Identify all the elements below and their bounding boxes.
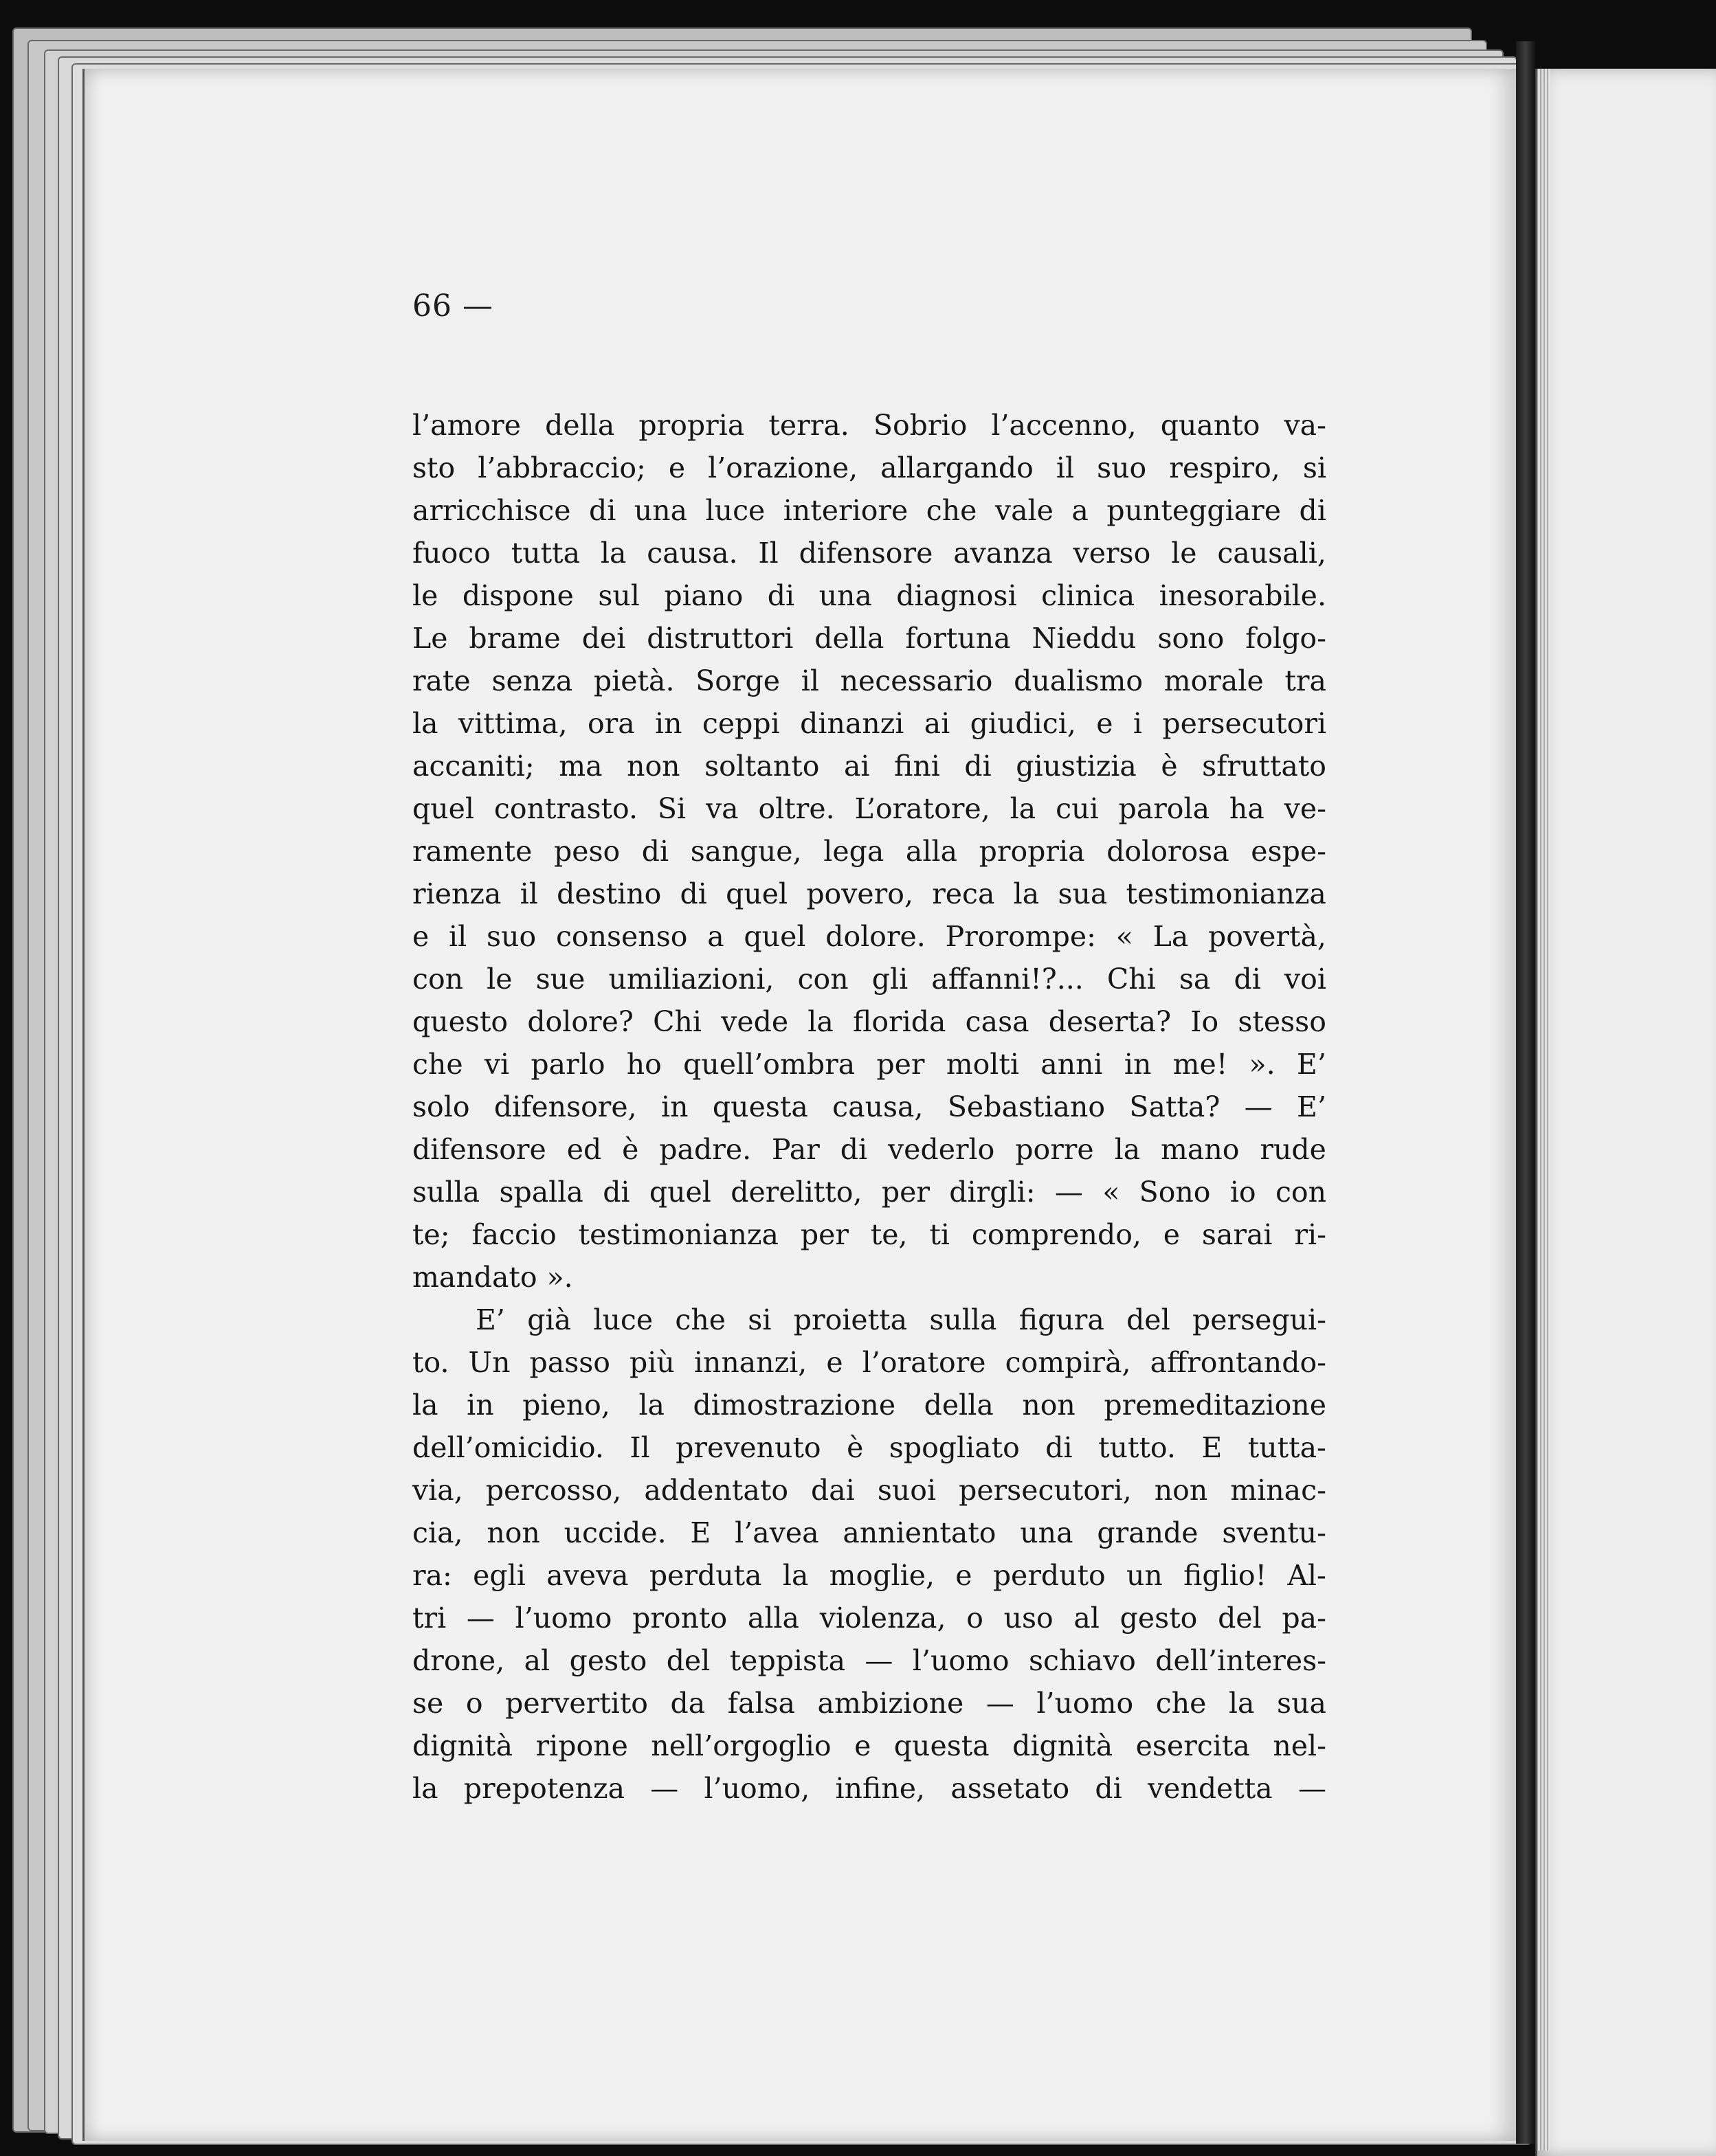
facing-page	[1535, 69, 1716, 2156]
text-line: sto l’abbraccio; e l’orazione, allargando il suo respiro, si	[412, 451, 1326, 484]
text-line: che vi parlo ho quell’ombra per molti anni in me! ». E’	[412, 1048, 1326, 1081]
text-line: to. Un passo più innanzi, e l’oratore compirà, affrontando-	[412, 1346, 1326, 1379]
text-line: ramente peso di sangue, lega alla propria dolorosa espe-	[412, 835, 1326, 868]
text-line: ra: egli aveva perduta la moglie, e perduto un figlio! Al-	[412, 1559, 1326, 1592]
text-line: con le sue umiliazioni, con gli affanni!?... Chi sa di voi	[412, 963, 1326, 996]
text-line: dignità ripone nell’orgoglio e questa dignità esercita nel-	[412, 1729, 1326, 1762]
text-line: quel contrasto. Si va oltre. L’oratore, la cui parola ha ve-	[412, 792, 1326, 825]
text-line: rienza il destino di quel povero, reca la sua testimonianza	[412, 877, 1326, 910]
text-line: la vittima, ora in ceppi dinanzi ai giudici, e i persecutori	[412, 707, 1326, 740]
text-line: E’ già luce che si proietta sulla figura del persegui-	[476, 1303, 1326, 1336]
text-line: difensore ed è padre. Par di vederlo porre la mano rude	[412, 1133, 1326, 1166]
text-line: cia, non uccide. E l’avea annientato una grande sventu-	[412, 1516, 1326, 1549]
text-line: Le brame dei distruttori della fortuna Nieddu sono folgo-	[412, 622, 1326, 655]
text-line: fuoco tutta la causa. Il difensore avanza verso le causali,	[412, 537, 1326, 570]
text-line: rate senza pietà. Sorge il necessario dualismo morale tra	[412, 664, 1326, 697]
paragraph	[412, 1299, 1326, 1810]
text-line: l’amore della propria terra. Sobrio l’accenno, quanto va-	[412, 409, 1326, 442]
text-line: la prepotenza — l’uomo, infine, assetato di vendetta —	[412, 1772, 1326, 1805]
text-line: le dispone sul piano di una diagnosi clinica inesorabile.	[412, 579, 1326, 612]
text-line: te; faccio testimonianza per te, ti comprendo, e sarai ri-	[412, 1218, 1326, 1251]
text-line: dell’omicidio. Il prevenuto è spogliato di tutto. E tutta-	[412, 1431, 1326, 1464]
paragraph	[412, 404, 1326, 1299]
text-line: mandato ».	[412, 1261, 573, 1294]
body-text	[412, 404, 1326, 1810]
text-line: se o pervertito da falsa ambizione — l’uomo che la sua	[412, 1687, 1326, 1720]
page-number: 66	[412, 289, 452, 324]
header-dash: —	[463, 289, 493, 324]
text-line: via, percosso, addentato dai suoi persecutori, non minac-	[412, 1474, 1326, 1507]
text-line: e il suo consenso a quel dolore. Prorompe: « La povertà,	[412, 920, 1326, 953]
running-header	[412, 289, 493, 324]
text-line: solo difensore, in questa causa, Sebastiano Satta? — E’	[412, 1090, 1326, 1123]
text-line: accaniti; ma non soltanto ai fini di giustizia è sfruttato	[412, 750, 1326, 783]
text-line: sulla spalla di quel derelitto, per dirgli: — « Sono io con	[412, 1176, 1326, 1209]
text-line: questo dolore? Chi vede la florida casa deserta? Io stesso	[412, 1005, 1326, 1038]
facing-page-edges	[1537, 69, 1550, 2151]
text-line: la in pieno, la dimostrazione della non premeditazione	[412, 1389, 1326, 1422]
text-line: arricchisce di una luce interiore che vale a punteggiare di	[412, 494, 1326, 527]
text-line: tri — l’uomo pronto alla violenza, o uso al gesto del pa-	[412, 1602, 1326, 1635]
text-line: drone, al gesto del teppista — l’uomo schiavo dell’interes-	[412, 1644, 1326, 1677]
binding-gutter	[1516, 41, 1535, 2144]
